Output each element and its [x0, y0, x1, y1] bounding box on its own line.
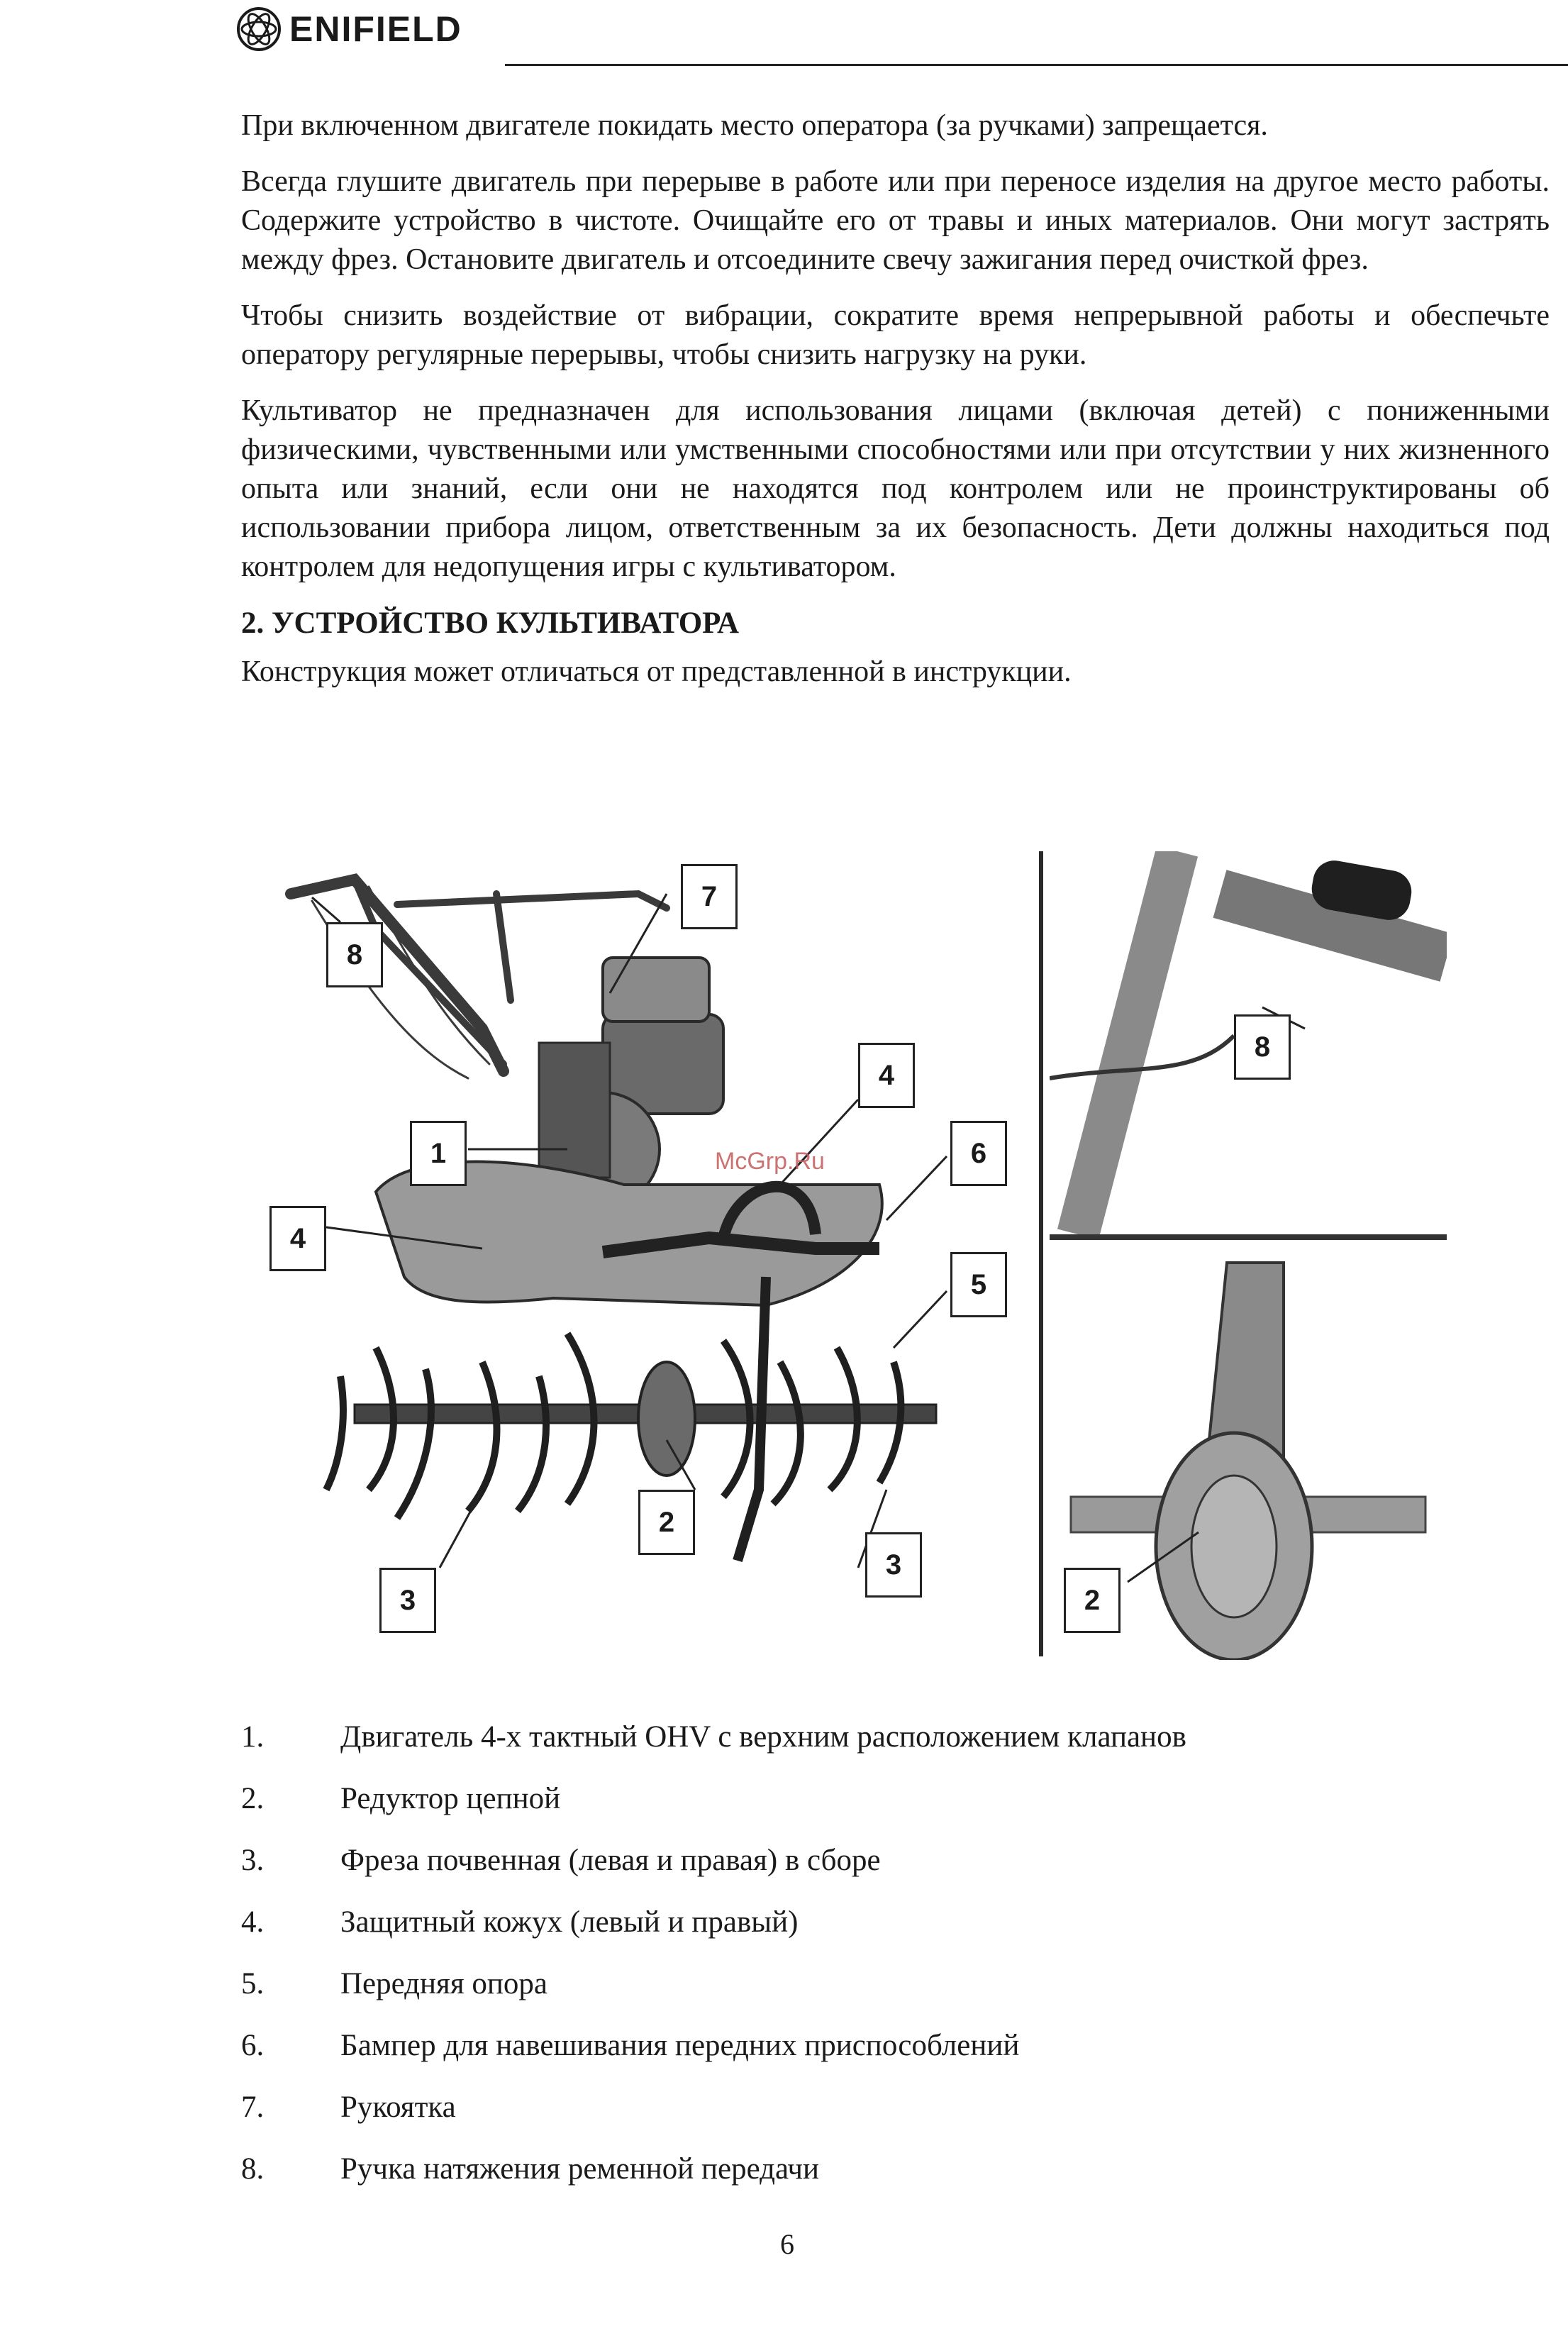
brand-logo	[235, 4, 462, 54]
legend-text: Защитный кожух (левый и правый)	[340, 1905, 799, 1939]
legend-text: Двигатель 4-х тактный OHV с верхним расположением клапанов	[340, 1720, 1186, 1754]
legend-item	[241, 2015, 1518, 2076]
callout-2: 2	[638, 1490, 695, 1555]
legend-number: 4.	[241, 1905, 265, 1939]
engine-frame	[539, 1043, 610, 1178]
legend-item	[241, 1830, 1518, 1891]
callout-4-left: 4	[269, 1206, 326, 1271]
callout-5: 5	[950, 1252, 1007, 1317]
cultivator-detail-images	[1050, 851, 1447, 1660]
watermark: McGrp.Ru	[715, 1148, 825, 1175]
body-text	[241, 106, 1550, 709]
cultivator-main-image	[269, 851, 1028, 1660]
page-header	[235, 0, 1568, 65]
detail-callout-8: 8	[1234, 1014, 1291, 1080]
legend-number: 8.	[241, 2152, 265, 2186]
paragraph-2: Всегда глушите двигатель при перерыве в работе или при переносе изделия на другое место работы. Содержите устройство в чистоте. Очищайте его от травы и иных материалов. Они могут застрять между фрез. Остановите двигатель и отсоедините свечу зажигания перед очисткой фрез.	[241, 165, 1550, 276]
legend-text: Фреза почвенная (левая и правая) в сборе	[340, 1844, 881, 1877]
section-note: Конструкция может отличаться от представленной в инструкции.	[241, 655, 1072, 688]
legend-item	[241, 2076, 1518, 2138]
cultivator-figure	[269, 851, 1447, 1660]
legend-text: Бампер для навешивания передних приспособлений	[340, 2029, 1020, 2062]
legend-number: 7.	[241, 2091, 265, 2124]
legend-item	[241, 1891, 1518, 1953]
callout-1: 1	[410, 1121, 467, 1186]
paragraph-4: Культиватор не предназначен для использования лицами (включая детей) с пониженными физическими, чувственными или умственными способностями или при отсутствии у них жизненного опыта или знаний, если они не находятся под контролем или не проинструктированы об использовании прибора лицом, ответственным за их безопасность. Дети должны находиться под контролем для недопущения игры с культиватором.	[241, 394, 1550, 583]
legend-item	[241, 1768, 1518, 1830]
callout-6: 6	[950, 1121, 1007, 1186]
legend-number: 3.	[241, 1844, 265, 1877]
callout-4-right: 4	[858, 1043, 915, 1108]
callout-3-left: 3	[379, 1568, 436, 1633]
legend-number: 1.	[241, 1720, 265, 1754]
detail-drawing	[1050, 851, 1447, 1660]
legend-item	[241, 2138, 1518, 2200]
gearbox	[638, 1362, 695, 1476]
parts-legend	[241, 1706, 1518, 2200]
callout-8: 8	[326, 922, 383, 987]
brand-name: ENIFIELD	[289, 9, 462, 49]
legend-text: Ручка натяжения ременной передачи	[340, 2152, 820, 2186]
tiller-tines	[326, 1334, 901, 1518]
legend-item	[241, 1706, 1518, 1768]
section-title: 2. УСТРОЙСТВО КУЛЬТИВАТОРА	[241, 607, 740, 640]
enifield-circle-logo-icon	[235, 6, 282, 52]
figure-divider	[1039, 851, 1043, 1656]
callout-3-right: 3	[865, 1532, 922, 1598]
callout-7: 7	[681, 864, 738, 929]
legend-number: 5.	[241, 1967, 265, 2000]
paragraph-1: При включенном двигателе покидать место оператора (за ручками) запрещается.	[241, 109, 1268, 142]
fuel-tank	[603, 958, 709, 1022]
legend-number: 6.	[241, 2029, 265, 2062]
legend-item	[241, 1953, 1518, 2015]
header-rule	[505, 64, 1568, 66]
legend-text: Рукоятка	[340, 2091, 456, 2124]
page-number: 6	[780, 2228, 794, 2260]
legend-number: 2.	[241, 1782, 265, 1815]
paragraph-3: Чтобы снизить воздействие от вибрации, сократите время непрерывной работы и обеспечьте оператору регулярные перерывы, чтобы снизить нагрузку на руки.	[241, 299, 1550, 371]
legend-text: Передняя опора	[340, 1967, 547, 2000]
detail-callout-2: 2	[1064, 1568, 1121, 1633]
legend-text: Редуктор цепной	[340, 1782, 561, 1815]
